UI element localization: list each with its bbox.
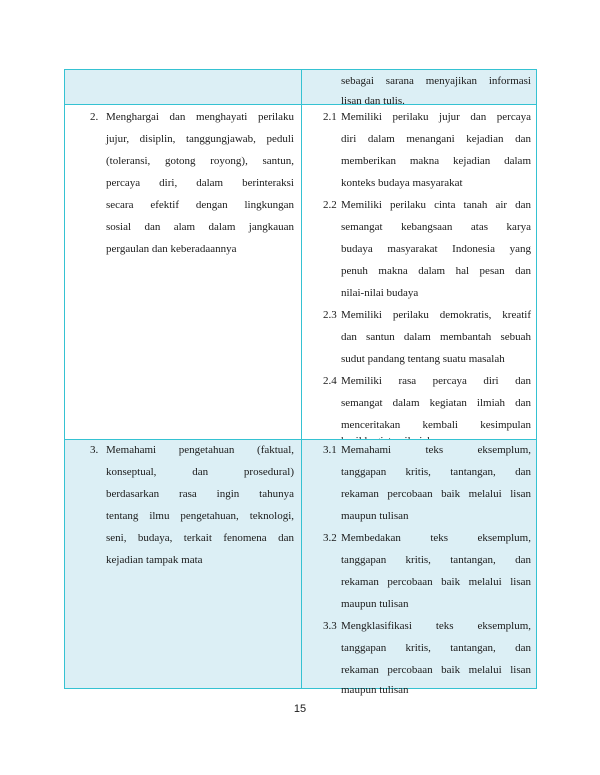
ki-line: Memahami pengetahuan (faktual, [106, 444, 294, 456]
kd-line: tanggapan kritis, tantangan, dan [341, 466, 531, 478]
kd-number: 2.4 [323, 375, 337, 387]
ki-number: 3. [90, 444, 99, 456]
kd-line: penuh makna dalam hal pesan dan [341, 265, 531, 277]
ki-line: jujur, disiplin, tanggungjawab, peduli [106, 133, 294, 145]
competency-table [64, 69, 537, 696]
kd-line: maupun tulisan [341, 684, 409, 696]
kd-line: tanggapan kritis, tantangan, dan [341, 554, 531, 566]
kd-line: Memiliki perilaku jujur dan percaya [341, 111, 531, 123]
kd-continuation-line: sebagai sarana menyajikan informasi [341, 75, 531, 87]
ki-line: tentang ilmu pengetahuan, teknologi, [106, 510, 294, 522]
kd-number: 3.3 [323, 620, 337, 632]
kd-line: Mengklasifikasi teks eksemplum, [341, 620, 531, 632]
kd-line: memberikan makna kejadian dalam [341, 155, 531, 167]
ki-line: konseptual, dan prosedural) [106, 466, 294, 478]
ki-line: (toleransi, gotong royong), santun, [106, 155, 294, 167]
kd-line: diri dalam menangani kejadian dan [341, 133, 531, 145]
kd-line: semangat kebangsaan atas karya [341, 221, 531, 233]
kd-line: rekaman percobaan baik melalui lisan [341, 576, 531, 588]
kd-line: menceritakan kembali kesimpulan [341, 419, 531, 431]
ki-line: pergaulan dan keberadaannya [106, 243, 237, 255]
kd-line: dan santun dalam membantah sebuah [341, 331, 531, 343]
kd-line: tanggapan kritis, tantangan, dan [341, 642, 531, 654]
kd-line: Memiliki perilaku cinta tanah air dan [341, 199, 531, 211]
kd-line: maupun tulisan [341, 510, 409, 522]
ki-line: percaya diri, dalam berinteraksi [106, 177, 294, 189]
ki-line: berdasarkan rasa ingin tahunya [106, 488, 294, 500]
kd-number: 3.2 [323, 532, 337, 544]
kd-number: 2.2 [323, 199, 337, 211]
ki-line: seni, budaya, terkait fenomena dan [106, 532, 294, 544]
ki-line: secara efektif dengan lingkungan [106, 199, 294, 211]
kd-line: Membedakan teks eksemplum, [341, 532, 531, 544]
kd-line: nilai-nilai budaya [341, 287, 419, 299]
kd-line: rekaman percobaan baik melalui lisan [341, 664, 531, 676]
kd-line: Memiliki perilaku demokratis, kreatif [341, 309, 531, 321]
ki-number: 2. [90, 111, 99, 123]
kd-number: 2.1 [323, 111, 337, 123]
kd-line: semangat dalam kegiatan ilmiah dan [341, 397, 531, 409]
kd-line: maupun tulisan [341, 598, 409, 610]
kd-line: Memiliki rasa percaya diri dan [341, 375, 531, 387]
ki-line: sosial dan alam dalam jangkauan [106, 221, 294, 233]
column-divider [301, 70, 302, 688]
kd-line: konteks budaya masyarakat [341, 177, 463, 189]
kd-line: Memahami teks eksemplum, [341, 444, 531, 456]
ki-line: kejadian tampak mata [106, 554, 203, 566]
kd-line: sudut pandang tentang suatu masalah [341, 353, 505, 365]
kd-line: budaya masyarakat Indonesia yang [341, 243, 531, 255]
kd-continuation-line: lisan dan tulis. [341, 95, 405, 107]
page-number: 15 [293, 703, 307, 715]
ki-line: Menghargai dan menghayati perilaku [106, 111, 294, 123]
kd-number: 2.3 [323, 309, 337, 321]
kd-line: rekaman percobaan baik melalui lisan [341, 488, 531, 500]
kd-number: 3.1 [323, 444, 337, 456]
